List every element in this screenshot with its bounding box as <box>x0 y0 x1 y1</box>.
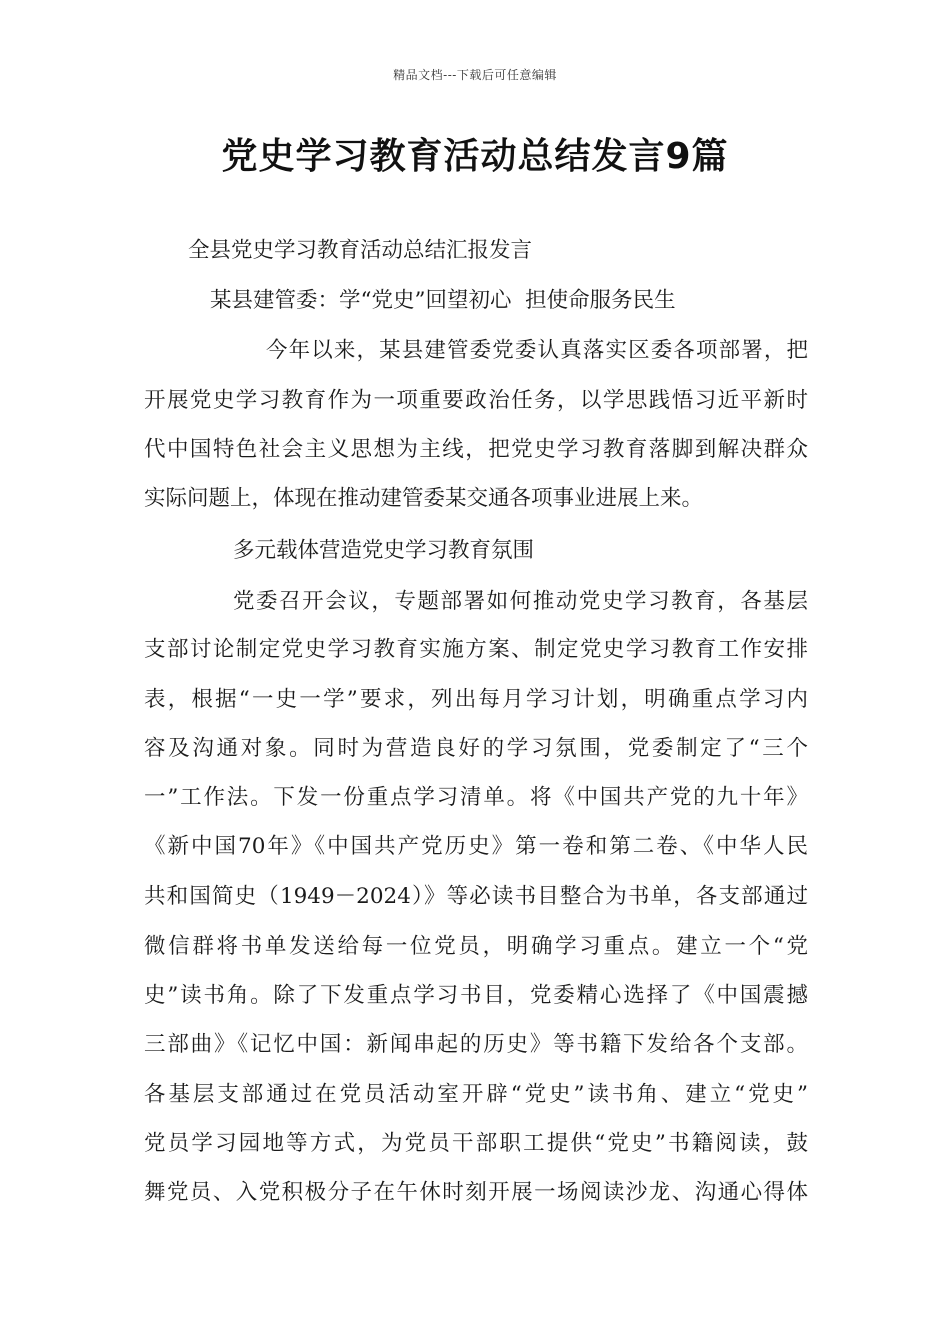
paragraph-line: 各基层支部通过在党员活动室开辟“党史”读书角、建立“党史” <box>144 1082 808 1107</box>
subtitle: 全县党史学习教育活动总结汇报发言 <box>188 238 533 263</box>
paragraph-line: 三部曲》《记忆中国：新闻串起的历史》等书籍下发给各个支部。 <box>144 1032 808 1057</box>
paragraph-line: 《新中国70年》《中国共产党历史》第一卷和第二卷、《中华人民 <box>144 834 808 859</box>
paragraph-line: 实际问题上，体现在推动建管委某交通各项事业进展上来。 <box>144 486 704 511</box>
paragraph-line: 开展党史学习教育作为一项重要政治任务，以学思践悟习近平新时 <box>144 388 808 413</box>
paragraph-line: 容及沟通对象。同时为营造良好的学习氛围，党委制定了“三个 <box>144 736 808 761</box>
paragraph-line: 史”读书角。除了下发重点学习书目，党委精心选择了《中国震撼 <box>144 983 808 1008</box>
paragraph-line: 微信群将书单发送给每一位党员，明确学习重点。建立一个“党 <box>144 934 808 959</box>
paragraph-line: 舞党员、入党积极分子在午休时刻开展一场阅读沙龙、沟通心得体 <box>144 1180 808 1205</box>
section-heading: 多元载体营造党史学习教育氛围 <box>233 538 535 563</box>
paragraph-line: 党委召开会议，专题部署如何推动党史学习教育，各基层 <box>233 589 808 614</box>
paragraph-line: 表，根据“一史一学”要求，列出每月学习计划，明确重点学习内 <box>144 687 808 712</box>
paragraph-line: 今年以来，某县建管委党委认真落实区委各项部署，把 <box>266 338 808 363</box>
paragraph-line: 代中国特色社会主义思想为主线，把党史学习教育落脚到解决群众 <box>144 437 808 462</box>
paragraph-line: 一”工作法。下发一份重点学习清单。将《中国共产党的九十年》 <box>144 785 808 810</box>
paragraph-line: 支部讨论制定党史学习教育实施方案、制定党史学习教育工作安排 <box>144 637 808 662</box>
paragraph-line: 共和国简史（1949－2024）》等必读书目整合为书单，各支部通过 <box>144 884 808 909</box>
header-note: 精品文档---下载后可任意编辑 <box>393 68 557 82</box>
byline: 某县建管委：学“党史”回望初心 担使命服务民生 <box>210 288 676 313</box>
page-title: 党史学习教育活动总结发言9篇 <box>221 136 729 177</box>
paragraph-line: 党员学习园地等方式，为党员干部职工提供“党史”书籍阅读，鼓 <box>144 1131 808 1156</box>
